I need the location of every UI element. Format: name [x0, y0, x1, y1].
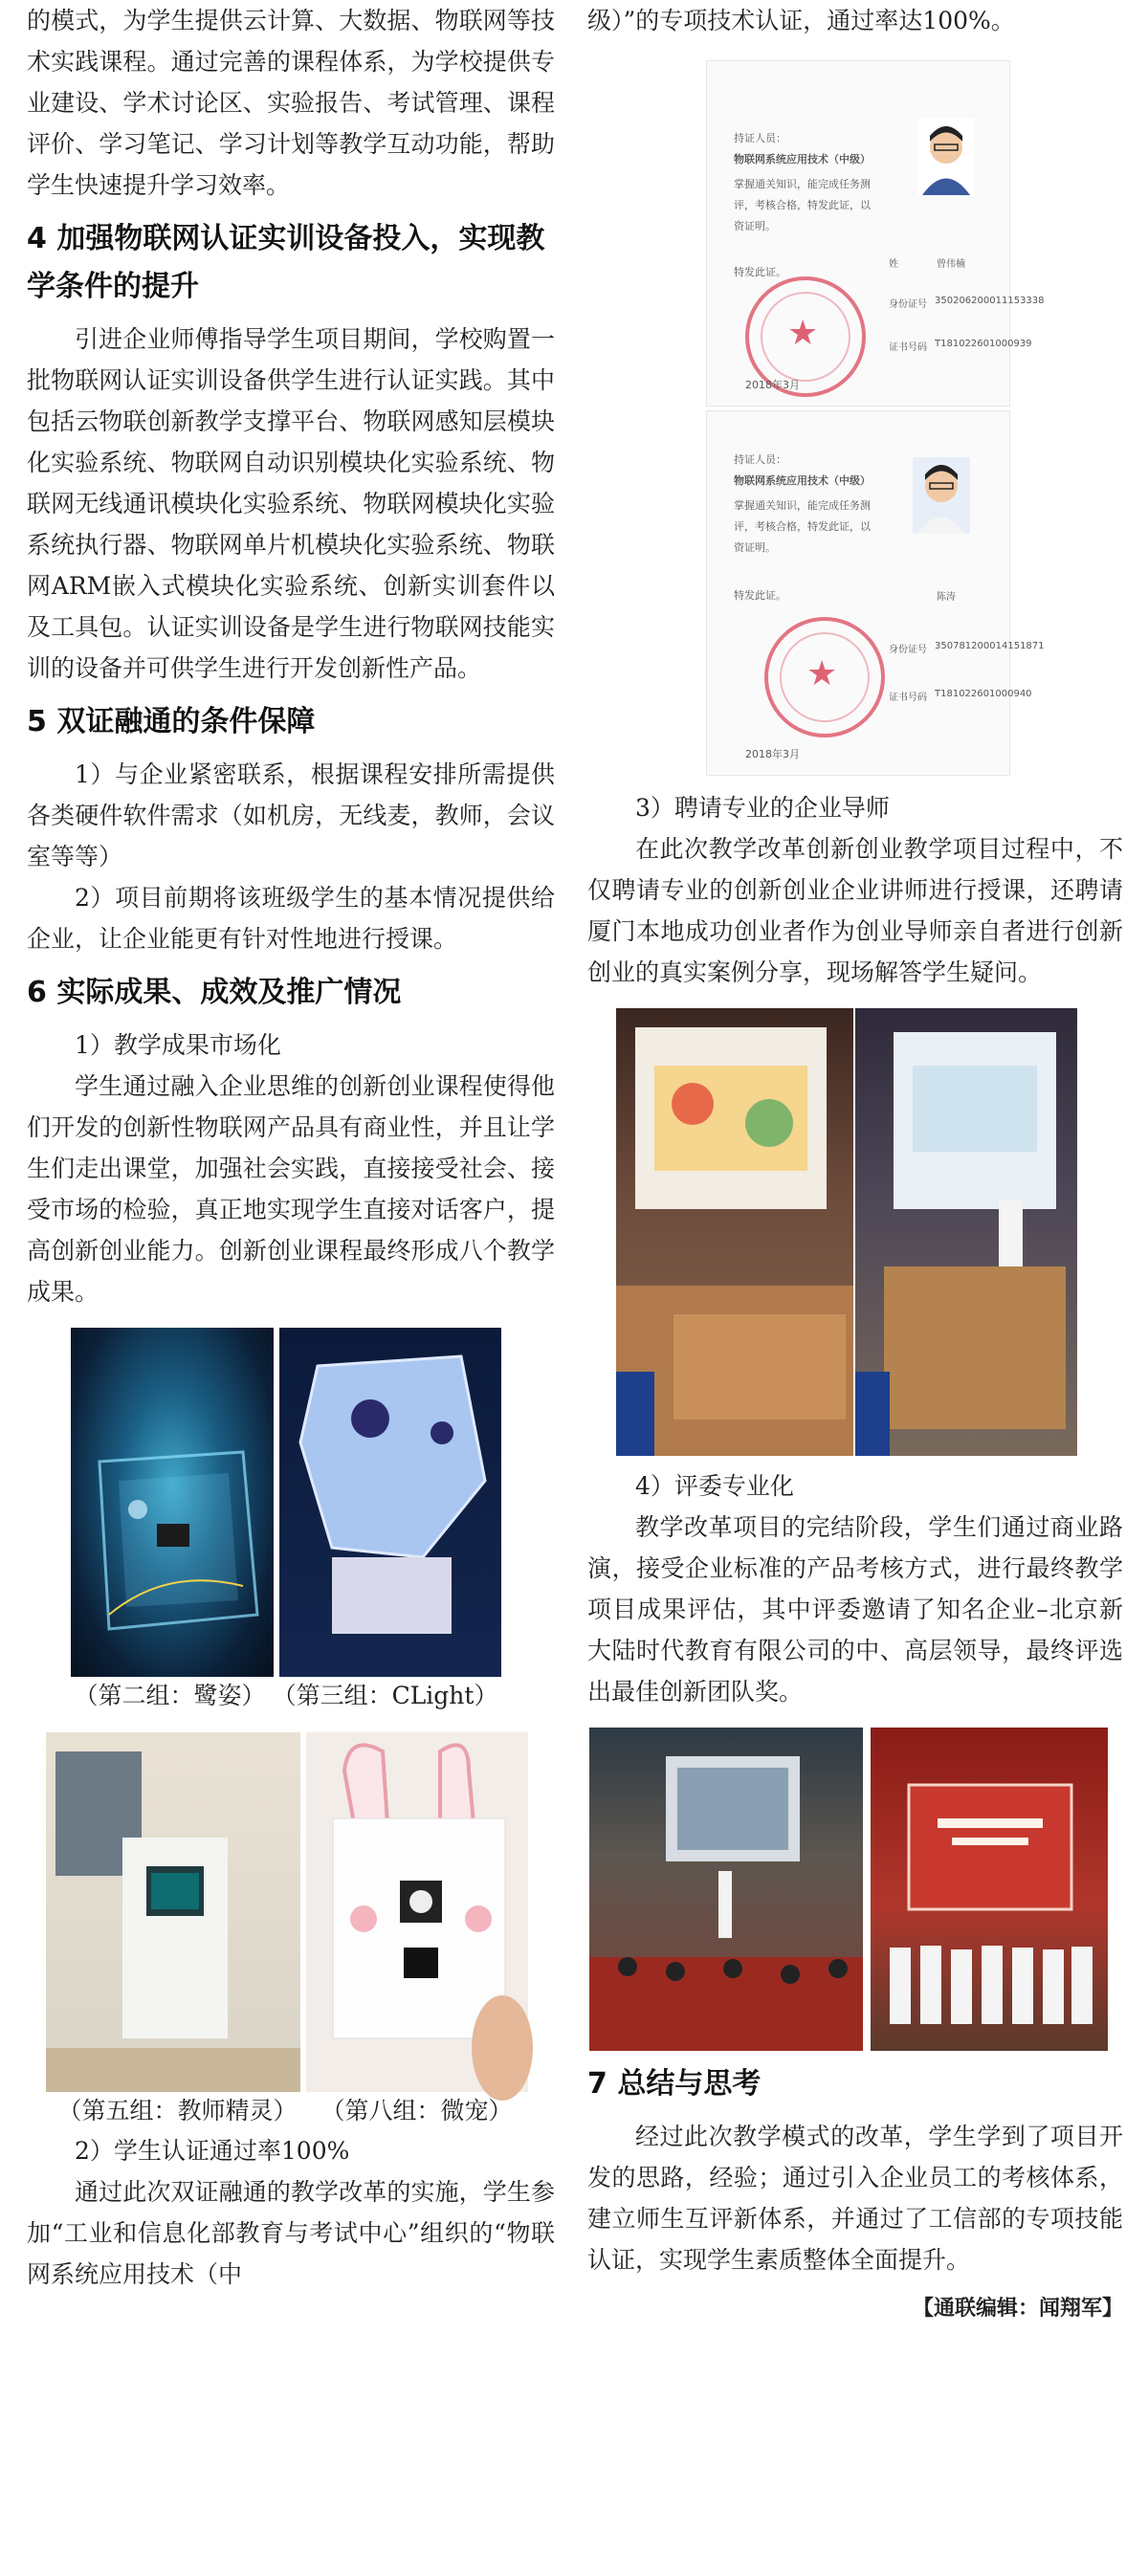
cert-issuer: 特发此证。 [734, 589, 786, 602]
subheading: 2）学生认证通过率100% [75, 2137, 350, 2165]
roadshow-photo [589, 1728, 863, 2051]
pet-box-illustration [306, 1732, 528, 2092]
cert-no-label: 证书号码 [889, 342, 927, 353]
cert-id-label: 身份证号 [889, 299, 927, 310]
paragraph: 级）”的专项技术认证，通过率达100%。 [587, 7, 1015, 34]
paragraph: 的模式，为学生提供云计算、大数据、物联网等技术实践课程。通过完善的课程体系，为学校提供专业建设、学术讨论区、实验报告、考试管理、课程评价、学习笔记、学习计划等教学互动功能，帮助学生快速提升学习效率。 [27, 7, 555, 199]
judging-photos [589, 1728, 1123, 2051]
paragraph: 通过此次双证融通的教学改革的实施，学生参加“工业和信息化部教育与考试中心”组织的“物联网系统应用技术（中 [27, 2178, 555, 2288]
paragraph: 2）项目前期将该班级学生的基本情况提供给企业，让企业能更有针对性地进行授课。 [27, 884, 555, 953]
section-heading-4: 4 加强物联网认证实训设备投入，实现教学条件的提升 [27, 222, 545, 303]
caption-row [71, 1677, 501, 1715]
caption: （第二组：鹭姿） [74, 1682, 266, 1709]
lecture-scene [616, 1008, 853, 1456]
cert-no: T181022601000940 [935, 689, 1032, 699]
product-photo-row [46, 1732, 555, 2092]
subheading: 4）评委专业化 [635, 1472, 794, 1500]
cert-date: 2018年3月 [745, 379, 800, 391]
product-photo-luzi [71, 1328, 274, 1677]
paragraph: 在此次教学改革创新创业教学项目过程中，不仅聘请专业的创新创业企业讲师进行授课，还聘请厦门本地成功创业者作为创业导师亲自者进行创新创业的真实案例分享，现场解答学生疑问。 [587, 835, 1123, 986]
stamp-seal: ★ [745, 276, 866, 397]
section-heading-6: 6 实际成果、成效及推广情况 [27, 976, 402, 1009]
lamp-illustration [279, 1328, 501, 1677]
cert-body: 掌握通关知识，能完成任务测评，考核合格，特发此证，以资证明。 [734, 499, 871, 554]
stamp-seal: ★ [764, 617, 885, 738]
cert-no: T181022601000939 [935, 339, 1032, 349]
cert-holder-label: 持证人员： [734, 132, 786, 144]
cert-id: 350781200014151871 [935, 641, 1045, 651]
device-illustration [46, 1732, 300, 2092]
editor-credit: 【通联编辑：闻翔军】 [912, 2297, 1123, 2321]
lecture-photo-1 [616, 1008, 853, 1456]
lecture-scene [855, 1008, 1077, 1456]
caption: （第三组：CLight） [272, 1682, 498, 1709]
section-heading-5: 5 双证融通的条件保障 [27, 705, 316, 738]
product-photo-row [71, 1328, 555, 1677]
lecture-photo-2 [855, 1008, 1077, 1456]
award-photo [871, 1728, 1108, 2051]
cert-course: 物联网系统应用技术（中级） [734, 153, 871, 165]
certificates-group [706, 60, 1045, 776]
caption: （第八组：微宠） [320, 2097, 513, 2125]
subheading: 3）聘请专业的企业导师 [635, 794, 890, 822]
section-heading-7: 7 总结与思考 [587, 2067, 762, 2101]
caption: （第五组：教师精灵） [57, 2097, 298, 2125]
cert-id: 350206200011153338 [935, 296, 1045, 306]
cert-issuer: 特发此证。 [734, 266, 786, 278]
mentor-photos [616, 1008, 1123, 1456]
product-photo-clight [279, 1328, 501, 1677]
left-column [27, 0, 555, 2295]
cert-name: 曾伟楠 [937, 259, 965, 270]
right-column [587, 0, 1123, 2322]
avatar [913, 457, 970, 534]
certificate-1 [706, 60, 1045, 407]
cert-body: 掌握通关知识，能完成任务测评，考核合格，特发此证，以资证明。 [734, 178, 871, 232]
paragraph: 1）与企业紧密联系，根据课程安排所需提供各类硬件软件需求（如机房，无线麦，教师，会议室等等） [27, 760, 555, 870]
cert-name: 陈涛 [937, 592, 956, 603]
paragraph: 经过此次教学模式的改革，学生学到了项目开发的思路，经验；通过引入企业员工的考核体系，建立师生互评新体系，并通过了工信部的专项技能认证，实现学生素质整体全面提升。 [587, 2123, 1123, 2274]
subheading: 1）教学成果市场化 [75, 1031, 281, 1059]
cert-holder-label: 持证人员： [734, 453, 786, 466]
avatar [917, 119, 975, 195]
paragraph: 学生通过融入企业思维的创新创业课程使得他们开发的创新性物联网产品具有商业性，并且让学生们走出课堂，加强社会实践，直接接受社会、接受市场的检验，真正地实现学生直接对话客户，提高创新创业能力。创新创业课程最终形成八个教学成果。 [27, 1072, 555, 1306]
cert-date: 2018年3月 [745, 748, 800, 760]
paragraph: 教学改革项目的完结阶段，学生们通过商业路演，接受企业标准的产品考核方式，进行最终教学项目成果评估，其中评委邀请了知名企业–北京新大陆时代教育有限公司的中、高层领导，最终评选出最佳创新团队奖。 [587, 1513, 1123, 1706]
cert-id-label: 身份证号 [889, 645, 927, 655]
caption-row [46, 2092, 524, 2130]
cert-course: 物联网系统应用技术（中级） [734, 474, 871, 487]
cert-name-label: 姓 [889, 259, 898, 270]
certificate-2 [706, 410, 1045, 776]
paragraph: 引进企业师傅指导学生项目期间，学校购置一批物联网认证实训设备供学生进行认证实践。其中包括云物联创新教学支撑平台、物联网感知层模块化实验系统、物联网自动识别模块化实验系统、物联网无线通讯模块化实验系统、物联网模块化实验系统执行器、物联网单片机模块化实验系统、物联网ARM嵌入式模块化实验系统、创新实训套件以及工具包。认证实训设备是学生进行物联网技能实训的设备并可供学生进行开发创新性产品。 [27, 325, 555, 682]
cert-no-label: 证书号码 [889, 693, 927, 703]
award-scene [871, 1728, 1108, 2051]
product-photo-teacher-sprite [46, 1732, 300, 2092]
roadshow-scene [589, 1728, 863, 2051]
product-photo-micro-pet [306, 1732, 528, 2092]
device-illustration [71, 1328, 274, 1677]
